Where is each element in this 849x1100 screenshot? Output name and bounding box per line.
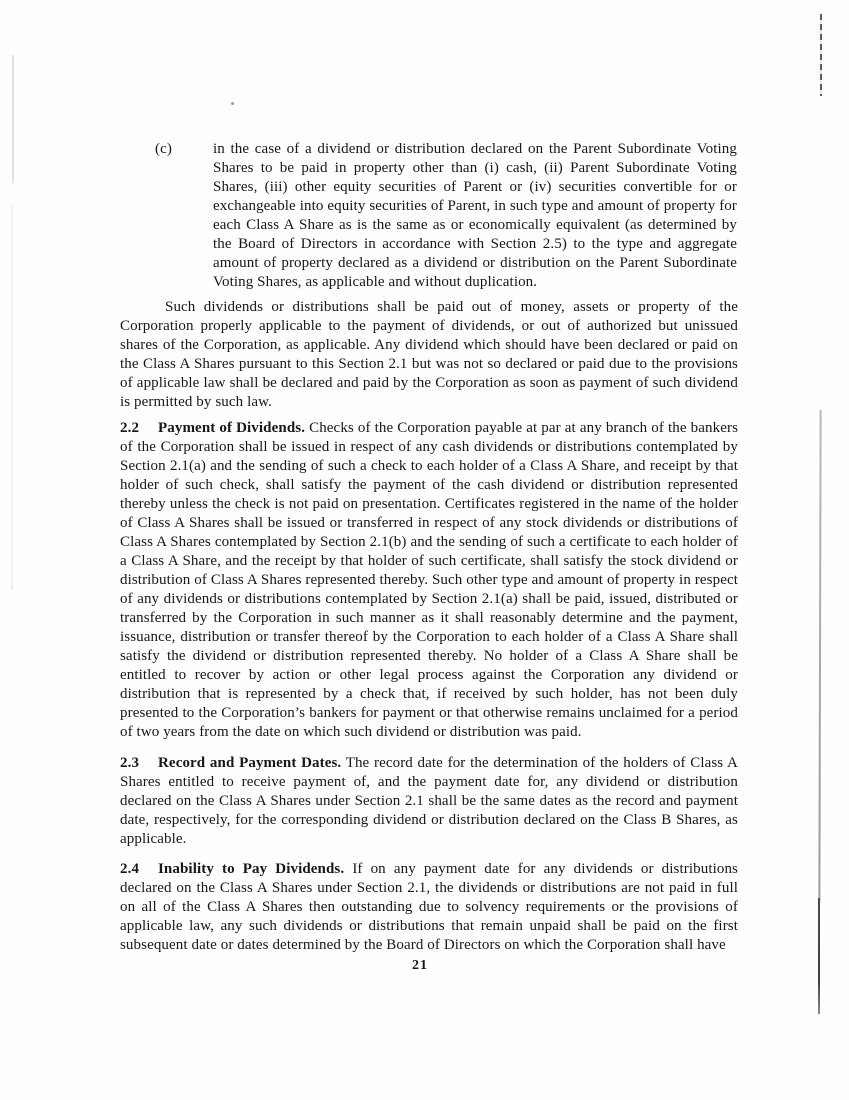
- section-2-3: [120, 754, 738, 849]
- scan-artifact-left-line-upper: [12, 55, 14, 183]
- section-2-4: [120, 860, 738, 955]
- section-2-2-title: Payment of Dividends.: [158, 420, 306, 436]
- scan-artifact-right-dark-line: [818, 898, 820, 1014]
- section-2-2-number: 2.2: [120, 420, 140, 436]
- section-2-2-body: Checks of the Corporation payable at par at any branch of the bankers of the Corporation shall be issued in respect of any cash dividends or distributions contemplated by Section 2.1(a) and the sending of such a check to each holder of a Class A Share, and receipt by that holder of such check, shall satisfy the payment of the cash dividend or distribution represented thereby unless the check is not paid on presentation. Certificates registered in the name of the holder of Class A Shares shall be issued or transferred in respect of any stock dividends or distributions of Class A Shares contemplated by Section 2.1(b) and the sending of such a certificate to each holder of a Class A Share, and the receipt by that holder of such certificate, shall satisfy the stock dividend or distribution of Class A Shares represented thereby. Such other type and amount of property in respect of any dividends or distributions contemplated by Section 2.1(a) shall be paid, issued, distributed or transferred by the Corporation in such manner as it shall reasonably determine and the payment, issuance, distribution or transfer thereof by the Corporation to each holder of a Class A Share shall satisfy the dividend or distribution represented thereby. No holder of a Class A Share shall be entitled to recover by action or other legal process against the Corporation any dividend or distribution that is represented by a check that, if received by such holder, has not been duly presented to the Corporation’s bankers for payment or that otherwise remains unclaimed for a period of two years from the date on which such dividend or distribution was paid.: [120, 420, 739, 740]
- scan-artifact-right-faint-line: [818, 410, 821, 902]
- clause-c-text: in the case of a dividend or distribution declared on the Parent Subordinate Voting Shares to be paid in property other than (i) cash, (ii) Parent Subordinate Voting Shares, (iii) other equity securities of Parent or (iv) securities convertible for or exchangeable into equity securities of Parent, in such type and amount of property for each Class A Share as is the same as or economically equivalent (as determined by the Board of Directors in accordance with Section 2.5) to the type and aggregate amount of property declared as a dividend or distribution on the Parent Subordinate Voting Shares, as applicable and without duplication.: [213, 141, 737, 290]
- scan-artifact-dot: [231, 102, 234, 105]
- section-2-4-title: Inability to Pay Dividends.: [158, 861, 345, 877]
- continuation-paragraph: Such dividends or distributions shall be paid out of money, assets or property of the Corporation properly applicable to the payment of dividends, or out of authorized but unissued shares of the Corporation, as applicable. Any dividend which should have been declared or paid on the Class A Shares pursuant to this Section 2.1 but was not so declared or paid due to the provisions of applicable law shall be declared and paid by the Corporation as soon as payment of such dividend is permitted by such law.: [120, 299, 738, 410]
- section-2-3-number: 2.3: [120, 755, 140, 771]
- section-2-3-body: The record date for the determination of the holders of Class A Shares entitled to receive payment of, and the payment date for, any dividend or distribution declared on the Class A Shares under Section 2.1 shall be the same dates as the record and payment date, respectively, for the corresponding dividend or distribution declared on the Class B Shares, as applicable.: [120, 755, 738, 847]
- page-number: 21: [412, 958, 428, 973]
- clause-c: [155, 140, 737, 292]
- clause-c-label: (c): [155, 141, 172, 157]
- section-2-4-number: 2.4: [120, 861, 140, 877]
- scan-artifact-right-dashes: [820, 14, 822, 96]
- section-2-2: [120, 419, 738, 742]
- section-2-4-body: If on any payment date for any dividends or distributions declared on the Class A Shares under Section 2.1, the dividends or distributions are not paid in full on all of the Class A Shares then outstanding due to solvency requirements or the provisions of applicable law, any such dividends or distributions that remain unpaid shall be paid on the first subsequent date or dates determined by the Board of Directors on which the Corporation shall have: [120, 861, 738, 953]
- scan-artifact-left-line-lower: [11, 205, 13, 590]
- section-2-3-title: Record and Payment Dates.: [158, 755, 342, 771]
